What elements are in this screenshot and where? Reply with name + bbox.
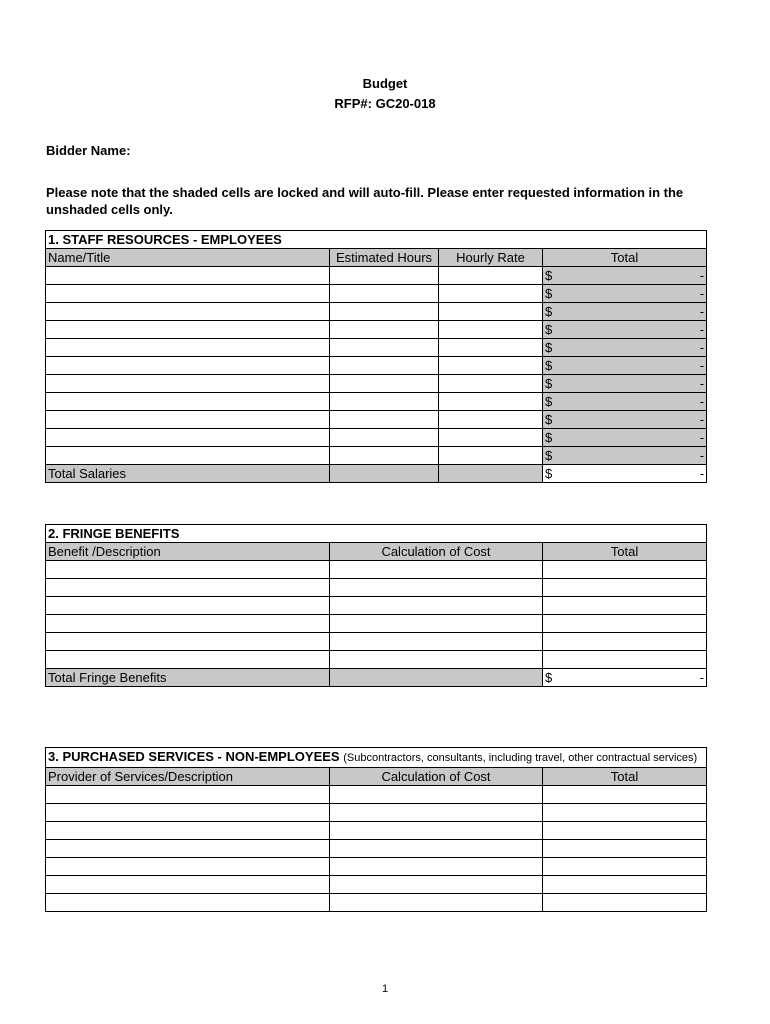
calculation-cell[interactable] [330,561,543,579]
row-total-cell[interactable] [543,786,707,804]
col-estimated-hours: Estimated Hours [330,249,439,267]
calculation-cell[interactable] [330,597,543,615]
row-total-cell[interactable] [543,633,707,651]
table-row [46,894,707,912]
table-row [46,579,707,597]
row-total-cell [543,375,707,393]
calculation-cell[interactable] [330,894,543,912]
table-row [46,447,707,465]
amount-value: - [699,466,705,481]
hourly-rate-cell[interactable] [439,429,543,447]
name-title-cell[interactable] [46,375,330,393]
calculation-cell[interactable] [330,876,543,894]
currency-symbol: $ [545,466,553,481]
col-total: Total [543,768,707,786]
name-title-cell[interactable] [46,357,330,375]
amount-value: - [699,412,705,427]
hourly-rate-cell[interactable] [439,267,543,285]
page-number: 1 [381,983,389,995]
name-title-cell[interactable] [46,429,330,447]
table-row [46,411,707,429]
hourly-rate-cell[interactable] [439,375,543,393]
table-row [46,561,707,579]
table-row [46,633,707,651]
currency-symbol: $ [545,448,553,463]
table-row [46,840,707,858]
row-total-cell [543,393,707,411]
benefit-description-cell[interactable] [46,615,330,633]
amount-value: - [699,394,705,409]
instructions-note: Please note that the shaded cells are locked and will auto-fill. Please enter requested information in the unshaded cells only. [46,185,684,217]
row-total-cell[interactable] [543,597,707,615]
hourly-rate-cell[interactable] [439,411,543,429]
table-row [46,786,707,804]
amount-value: - [699,670,705,685]
currency-symbol: $ [545,340,553,355]
row-total-cell[interactable] [543,561,707,579]
table-row [46,267,707,285]
table-row [46,615,707,633]
estimated-hours-cell[interactable] [330,339,439,357]
purchased-services-table [45,747,707,912]
page-title: Budget [362,76,408,91]
name-title-cell[interactable] [46,393,330,411]
estimated-hours-cell[interactable] [330,321,439,339]
benefit-description-cell[interactable] [46,579,330,597]
total-hours-cell [330,465,439,483]
calculation-cell[interactable] [330,579,543,597]
row-total-cell[interactable] [543,579,707,597]
row-total-cell [543,321,707,339]
currency-symbol: $ [545,412,553,427]
hourly-rate-cell[interactable] [439,339,543,357]
row-total-cell[interactable] [543,822,707,840]
row-total-cell[interactable] [543,876,707,894]
table-row [46,804,707,822]
calculation-cell[interactable] [330,804,543,822]
amount-value: - [699,430,705,445]
provider-description-cell[interactable] [46,786,330,804]
amount-value: - [699,448,705,463]
staff-resources-table [45,230,707,483]
estimated-hours-cell[interactable] [330,357,439,375]
total-rate-cell [439,465,543,483]
row-total-cell[interactable] [543,840,707,858]
provider-description-cell[interactable] [46,894,330,912]
table-row [46,876,707,894]
col-total: Total [543,249,707,267]
currency-symbol: $ [545,670,553,685]
purchased-title-text: 3. PURCHASED SERVICES - NON-EMPLOYEES [48,749,340,764]
hourly-rate-cell[interactable] [439,321,543,339]
amount-value: - [699,304,705,319]
hourly-rate-cell[interactable] [439,303,543,321]
calculation-cell[interactable] [330,615,543,633]
provider-description-cell[interactable] [46,804,330,822]
row-total-cell [543,339,707,357]
estimated-hours-cell[interactable] [330,393,439,411]
estimated-hours-cell[interactable] [330,447,439,465]
amount-value: - [699,340,705,355]
currency-symbol: $ [545,286,553,301]
total-fringe-cell [543,669,707,687]
staff-section-title: 1. STAFF RESOURCES - EMPLOYEES [46,231,707,249]
currency-symbol: $ [545,268,553,283]
row-total-cell [543,267,707,285]
table-row [46,321,707,339]
row-total-cell[interactable] [543,858,707,876]
amount-value: - [699,358,705,373]
table-row [46,651,707,669]
provider-description-cell[interactable] [46,840,330,858]
provider-description-cell[interactable] [46,876,330,894]
row-total-cell[interactable] [543,615,707,633]
table-row [46,375,707,393]
calculation-cell[interactable] [330,840,543,858]
row-total-cell [543,411,707,429]
calculation-cell[interactable] [330,786,543,804]
rfp-number: RFP#: GC20-018 [334,96,436,111]
amount-value: - [699,286,705,301]
fringe-section-title: 2. FRINGE BENEFITS [46,525,707,543]
row-total-cell[interactable] [543,804,707,822]
estimated-hours-cell[interactable] [330,411,439,429]
name-title-cell[interactable] [46,267,330,285]
name-title-cell[interactable] [46,447,330,465]
benefit-description-cell[interactable] [46,561,330,579]
table-row [46,597,707,615]
row-total-cell[interactable] [543,894,707,912]
col-name-title: Name/Title [46,249,330,267]
table-row [46,303,707,321]
total-salaries-label: Total Salaries [46,465,330,483]
row-total-cell [543,285,707,303]
calculation-cell[interactable] [330,822,543,840]
col-benefit-description: Benefit /Description [46,543,330,561]
col-calculation-of-cost: Calculation of Cost [330,543,543,561]
purchased-section-title [46,748,707,768]
table-row [46,822,707,840]
estimated-hours-cell[interactable] [330,375,439,393]
table-row [46,285,707,303]
currency-symbol: $ [545,322,553,337]
row-total-cell [543,303,707,321]
name-title-cell[interactable] [46,339,330,357]
name-title-cell[interactable] [46,321,330,339]
amount-value: - [699,376,705,391]
bidder-name-label: Bidder Name: [46,143,131,158]
col-calculation-of-cost: Calculation of Cost [330,768,543,786]
currency-symbol: $ [545,376,553,391]
estimated-hours-cell[interactable] [330,303,439,321]
total-salaries-cell [543,465,707,483]
estimated-hours-cell[interactable] [330,267,439,285]
total-fringe-calc-cell [330,669,543,687]
col-provider-description: Provider of Services/Description [46,768,330,786]
benefit-description-cell[interactable] [46,651,330,669]
table-row [46,858,707,876]
benefit-description-cell[interactable] [46,633,330,651]
purchased-subtitle: (Subcontractors, consultants, including travel, other contractual services) [343,752,698,764]
name-title-cell[interactable] [46,285,330,303]
calculation-cell[interactable] [330,633,543,651]
table-row [46,393,707,411]
name-title-cell[interactable] [46,411,330,429]
amount-value: - [699,322,705,337]
row-total-cell [543,429,707,447]
col-hourly-rate: Hourly Rate [439,249,543,267]
calculation-cell[interactable] [330,858,543,876]
currency-symbol: $ [545,358,553,373]
fringe-benefits-table [45,524,707,687]
row-total-cell [543,357,707,375]
name-title-cell[interactable] [46,303,330,321]
benefit-description-cell[interactable] [46,597,330,615]
table-row [46,339,707,357]
hourly-rate-cell[interactable] [439,285,543,303]
hourly-rate-cell[interactable] [439,393,543,411]
calculation-cell[interactable] [330,651,543,669]
currency-symbol: $ [545,394,553,409]
currency-symbol: $ [545,304,553,319]
currency-symbol: $ [545,430,553,445]
provider-description-cell[interactable] [46,858,330,876]
amount-value: - [699,268,705,283]
estimated-hours-cell[interactable] [330,429,439,447]
row-total-cell[interactable] [543,651,707,669]
provider-description-cell[interactable] [46,822,330,840]
table-row [46,429,707,447]
total-fringe-label: Total Fringe Benefits [46,669,330,687]
estimated-hours-cell[interactable] [330,285,439,303]
hourly-rate-cell[interactable] [439,357,543,375]
col-total: Total [543,543,707,561]
table-row [46,357,707,375]
row-total-cell [543,447,707,465]
hourly-rate-cell[interactable] [439,447,543,465]
